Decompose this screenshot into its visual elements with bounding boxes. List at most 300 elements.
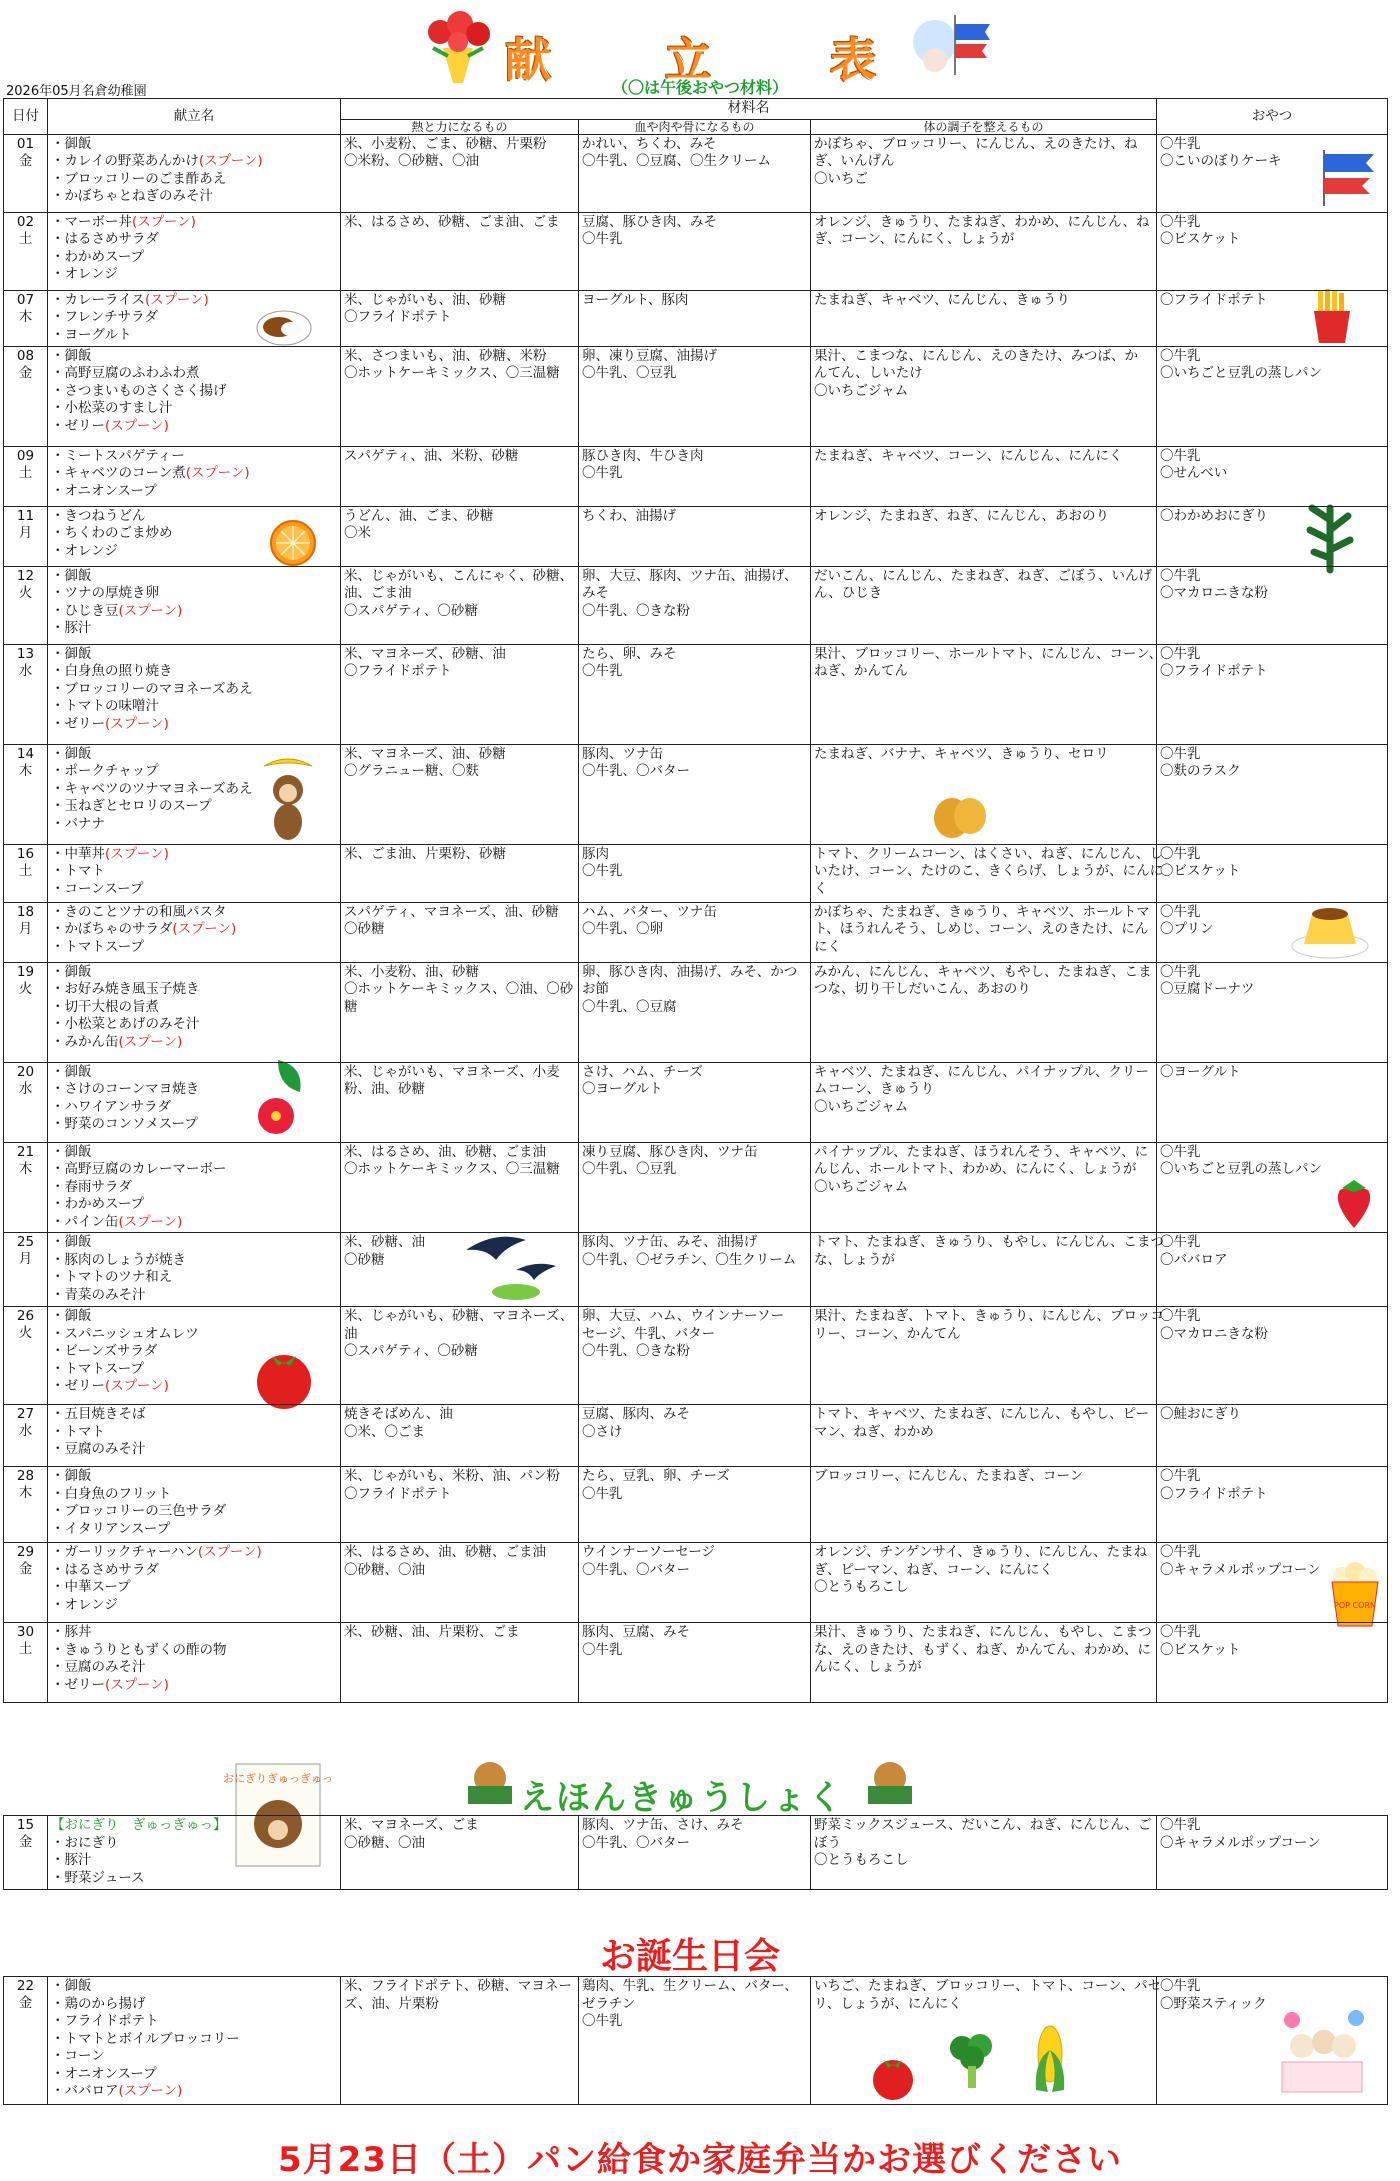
menu-cell-line: ・小松菜のすまし汁 [51, 400, 173, 416]
table-row [4, 1816, 1388, 1890]
snack-cell-line: 〇フライドポテト [1160, 663, 1268, 679]
body-cell-line: リ、しょうが、にんにく [814, 1995, 962, 2012]
day-number: 07 [16, 291, 35, 308]
menu-cell-line: ・トマト [51, 1423, 105, 1440]
energy-cell-line: 米、はるさめ、油、砂糖、ごま油 [344, 1143, 546, 1160]
menu-cell-line: ・玉ねぎとセロリのスープ [51, 798, 212, 814]
notice-banner: 5月23日（土）パン給食か家庭弁当かお選びください [278, 2140, 1122, 2180]
energy-cell-line: 米、さつまいも、油、砂糖、米粉 [344, 347, 547, 364]
blood-cell [579, 1405, 811, 1467]
menu-cell-line [51, 153, 337, 171]
menu-cell-line [51, 603, 337, 621]
energy-cell-line: 〇砂糖、〇油 [344, 1834, 425, 1851]
menu-cell-line: ・御飯 [51, 1308, 92, 1324]
spoon-note: (スプーン) [197, 1544, 262, 1560]
table-row [4, 844, 1388, 902]
menu-cell-line: ・御飯 [51, 1063, 92, 1080]
table-row [4, 1623, 1388, 1703]
blood-cell-line: 〇さけ [582, 1423, 623, 1440]
blood-cell-line: 〇牛乳、〇豆腐、〇生クリーム [582, 153, 771, 169]
energy-cell [341, 1142, 579, 1233]
snack-cell-line: 〇いちごと豆乳の蒸しパン [1160, 1161, 1323, 1177]
menu-cell [48, 446, 341, 506]
menu-cell-line: ・ミートスパゲティー [51, 447, 185, 464]
menu-cell-line: ・コーン [51, 2048, 105, 2064]
body-cell-line: トマト、キャベツ、たまねぎ、にんじん、もやし、ピー [814, 1406, 1150, 1422]
ehon-table [3, 1815, 1388, 1890]
table-row [4, 134, 1388, 212]
day-number: 01 [16, 135, 35, 152]
body-cell [811, 1623, 1157, 1703]
menu-cell-line [51, 1378, 337, 1396]
menu-cell-line: ・小松菜とあげのみそ汁 [51, 1016, 200, 1032]
menu-cell-line: ・トマトのツナ和え [51, 1269, 173, 1285]
spoon-note: (スプーン) [144, 291, 209, 308]
blood-cell-line: かれい、ちくわ、みそ [582, 135, 717, 152]
weekday: 月 [18, 1251, 33, 1267]
snack-cell [1157, 346, 1388, 446]
menu-cell-line: ・ビーンズサラダ [51, 1343, 158, 1359]
energy-cell-line: 粉、油、砂糖 [344, 1081, 425, 1097]
energy-cell [341, 744, 579, 844]
menu-cell [48, 1233, 341, 1307]
menu-cell-line: ・おにぎり [51, 1834, 119, 1851]
body-cell-line: いちご、たまねぎ、ブロッコリー、トマト、コーン、パセ [814, 1978, 1162, 1994]
table-row [4, 1467, 1388, 1543]
blood-cell-line: 卵、大豆、ハム、ウインナーソー [582, 1308, 784, 1324]
spoon-note: (スプーン) [118, 602, 183, 619]
body-cell-line: オレンジ、たまねぎ、ねぎ、にんじん、あおのり [814, 507, 1109, 524]
energy-cell-line: 〇米、〇ごま [344, 1423, 425, 1440]
day-number: 12 [16, 567, 35, 584]
energy-cell-line: 糖 [344, 998, 358, 1015]
body-cell [811, 744, 1157, 844]
menu-cell-line: ・スパニッシュオムレツ [51, 1325, 199, 1342]
weekday: 木 [18, 1485, 33, 1501]
day-number: 15 [16, 1817, 35, 1833]
blood-cell [579, 1543, 811, 1623]
snack-cell-line: 〇麩のラスク [1160, 763, 1241, 779]
date-cell [4, 844, 48, 902]
blood-cell-line: 〇牛乳、〇豆腐 [582, 998, 677, 1015]
menu-cell-line: ・御飯 [51, 347, 92, 364]
blood-cell-line: 豚肉、豆腐、みそ [582, 1624, 690, 1640]
table-row [4, 1543, 1388, 1623]
menu-cell-line: ・御飯 [51, 567, 92, 584]
blood-cell-line: 〇牛乳、〇バター [582, 763, 690, 779]
spoon-note: (スプーン) [185, 465, 250, 481]
blood-cell-line: 〇牛乳 [582, 231, 623, 247]
body-cell-line: オレンジ、チンゲンサイ、きゅうり、にんじん、たまね [814, 1544, 1148, 1560]
snack-cell-line: 〇鮭おにぎり [1160, 1406, 1242, 1422]
blood-cell-line: セージ、牛乳、バター [582, 1325, 716, 1342]
snack-cell-line: 〇牛乳 [1160, 1624, 1201, 1640]
menu-cell-line: ・白身魚のフリット [51, 1485, 172, 1502]
menu-cell-line: ・お好み焼き風玉子焼き [51, 981, 200, 997]
snack-cell-line: 〇牛乳 [1160, 845, 1201, 862]
energy-cell-line: 米、フライドポテト、砂糖、マヨネー [344, 1978, 572, 1994]
energy-cell-line: 米、じゃがいも、砂糖、マヨネーズ、 [344, 1308, 574, 1324]
blood-cell [579, 962, 811, 1062]
blood-cell [579, 744, 811, 844]
menu-cell-line [51, 716, 337, 734]
blood-cell [579, 1142, 811, 1233]
blood-cell [579, 134, 811, 212]
menu-cell-line: ・きのことツナの和風パスタ [51, 903, 227, 920]
koinobori-bunny-icon [905, 10, 995, 80]
energy-cell-line: 米、マヨネーズ、ごま [344, 1817, 479, 1833]
weekday: 金 [18, 152, 33, 169]
energy-cell-line: 米、小麦粉、ごま、砂糖、片栗粉 [344, 135, 547, 152]
body-cell [811, 962, 1157, 1062]
blood-cell [579, 1977, 811, 2105]
body-cell-line: たまねぎ、バナナ、キャベツ、きゅうり、セロリ [814, 745, 1109, 762]
body-cell [811, 644, 1163, 744]
day-number: 18 [16, 903, 35, 920]
menu-item-name: ・みかん缶 [51, 1033, 119, 1050]
date-cell [4, 1623, 48, 1703]
menu-cell-line: ・ハワイアンサラダ [51, 1098, 172, 1115]
body-cell-line: リー、コーン、かんてん [814, 1325, 961, 1342]
snack-cell-line: 〇牛乳 [1160, 963, 1201, 980]
day-number: 21 [16, 1143, 35, 1160]
body-cell-line: 果汁、きゅうり、たまねぎ、にんじん、もやし、こまつ [814, 1624, 1152, 1640]
menu-cell-line: ・トマトの味噌汁 [51, 698, 159, 714]
body-cell [811, 506, 1157, 566]
menu-cell-line: ・きつねうどん [51, 507, 146, 524]
weekday: 月 [18, 920, 33, 937]
snack-cell-line: 〇牛乳 [1160, 1308, 1201, 1324]
menu-cell-line: ・フレンチサラダ [51, 309, 158, 325]
blood-cell-line: 〇牛乳 [582, 2013, 623, 2029]
body-cell-line: ぎ、ピーマン、ねぎ、コーン、にんにく [814, 1561, 1053, 1578]
menu-item-name: ・中華丼 [51, 845, 105, 862]
menu-cell-line: ・ヨーグルト [51, 326, 132, 343]
header-body: 体の調子を整えるもの [811, 119, 1157, 134]
table-row [4, 1142, 1388, 1233]
body-cell-line: ぼう [814, 1834, 841, 1851]
menu-item-name: ・かぼちゃのサラダ [51, 921, 173, 937]
blood-cell-line: 豚肉、ツナ缶、さけ、みそ [582, 1817, 744, 1833]
snack-cell [1157, 446, 1388, 506]
date-cell [4, 1142, 48, 1233]
popcorn-label: POP CORN [1334, 1601, 1376, 1610]
energy-cell [341, 1467, 579, 1543]
spoon-note: (スプーン) [105, 1378, 169, 1394]
blood-cell-line: 豆腐、豚肉、みそ [582, 1406, 690, 1422]
snack-cell [1157, 1623, 1388, 1703]
date-cell [4, 744, 48, 844]
body-cell [811, 1816, 1157, 1890]
snack-cell-line: 〇わかめおにぎり [1160, 507, 1269, 524]
body-cell-line: んじん、ホールトマト、わかめ、にんにく、しょうが [814, 1161, 1137, 1177]
energy-cell [341, 844, 579, 902]
snack-cell-line: 〇牛乳 [1160, 347, 1201, 364]
menu-cell-line: ・オレンジ [51, 1596, 118, 1613]
menu-cell-line: ・御飯 [51, 963, 92, 980]
day-number: 25 [16, 1234, 35, 1250]
menu-item-name: ・パイン缶 [51, 1213, 119, 1230]
energy-cell-line: 〇ホットケーキミックス、〇油、〇砂 [344, 981, 574, 997]
snack-cell-line: 〇牛乳 [1160, 1978, 1201, 1994]
menu-cell-line [51, 1214, 337, 1232]
snack-cell-line: 〇豆腐ドーナツ [1160, 981, 1255, 997]
snack-cell-line: 〇野菜スティック [1160, 1995, 1267, 2012]
table-row [4, 1062, 1388, 1142]
energy-cell [341, 346, 579, 446]
blood-cell-line: 豚肉 [582, 845, 609, 862]
body-cell-line: 野菜ミックスジュース、だいこん、ねぎ、にんじん、ご [814, 1817, 1152, 1833]
weekday: 火 [18, 1325, 33, 1341]
energy-cell-line: 〇グラニュー糖、〇麩 [344, 763, 479, 779]
date-cell [4, 1543, 48, 1623]
menu-cell-line: 【おにぎり ぎゅっぎゅっ】 [51, 1817, 227, 1833]
menu-cell-line: ・高野豆腐のカレーマーボー [51, 1161, 227, 1177]
spoon-note: (スプーン) [118, 2083, 183, 2099]
date-cell [4, 1977, 48, 2105]
day-number: 02 [16, 213, 35, 230]
menu-cell-line: ・切干大根の旨煮 [51, 998, 159, 1015]
book-title: おにぎりぎゅっぎゅっ [223, 1772, 333, 1785]
menu-cell [48, 1623, 341, 1703]
energy-cell [341, 134, 579, 212]
menu-cell-line [51, 465, 337, 483]
weekday: 火 [18, 584, 33, 601]
snack-cell-line: 〇ヨーグルト [1160, 1063, 1241, 1080]
menu-cell [48, 290, 341, 346]
table-row [4, 644, 1388, 744]
menu-cell-line: ・御飯 [51, 135, 92, 152]
title-char-2: 立 [665, 33, 711, 87]
blood-cell-line: ゼラチン [582, 1995, 636, 2012]
snack-cell-line: 〇牛乳 [1160, 1468, 1201, 1484]
energy-cell-line: 油 [344, 1325, 358, 1342]
body-cell [811, 844, 1164, 902]
menu-table [3, 98, 1388, 1703]
menu-cell-line: ・コーンスープ [51, 880, 144, 897]
body-cell-line: かぼちゃ、ブロッコリー、にんじん、えのきたけ、ね [814, 135, 1138, 152]
header-energy: 熱と力になるもの [341, 119, 579, 134]
blood-cell-line: 〇牛乳、〇豆乳 [582, 1161, 677, 1177]
blood-cell [579, 446, 811, 506]
body-cell-line: キャベツ、たまねぎ、にんじん、パイナップル、クリー [814, 1063, 1149, 1080]
weekday: 月 [18, 524, 33, 541]
energy-cell [341, 1062, 579, 1142]
menu-cell [48, 644, 341, 744]
menu-item-name: ・ゼリー [51, 417, 105, 434]
body-cell [811, 290, 1157, 346]
date-cell [4, 290, 48, 346]
energy-cell [341, 566, 579, 644]
menu-cell [48, 1816, 341, 1890]
weekday: 土 [18, 464, 33, 481]
body-cell [811, 1307, 1164, 1405]
weekday: 木 [18, 762, 33, 779]
menu-cell-line [51, 292, 337, 310]
snack-cell-line: 〇牛乳 [1160, 1234, 1201, 1250]
menu-cell-line: ・さつまいものさくさく揚げ [51, 382, 227, 399]
snack-cell [1157, 744, 1388, 844]
menu-cell-line: ・ブロッコリーのごま酢あえ [51, 170, 227, 187]
blood-cell [579, 290, 811, 346]
day-number: 11 [16, 507, 35, 524]
menu-cell [48, 346, 341, 446]
day-number: 08 [16, 347, 35, 364]
snack-cell-line: 〇ビスケット [1160, 1641, 1241, 1658]
menu-cell-line: ・ツナの厚焼き卵 [51, 585, 159, 601]
blood-cell [579, 212, 811, 290]
energy-cell-line: スパゲティ、油、米粉、砂糖 [344, 447, 519, 464]
body-cell [811, 346, 1157, 446]
day-number: 30 [16, 1624, 35, 1640]
date-cell [4, 1816, 48, 1890]
body-cell [811, 1233, 1165, 1307]
snack-cell-line: 〇キャラメルポップコーン [1160, 1834, 1321, 1851]
menu-cell [48, 134, 341, 212]
body-cell-line: んにく、しょうが [814, 1659, 922, 1675]
menu-cell-line: ・バナナ [51, 815, 105, 832]
blood-cell-line: 〇牛乳 [582, 465, 623, 481]
snack-cell-line: 〇マカロニきな粉 [1160, 585, 1269, 601]
menu-cell [48, 212, 341, 290]
blood-cell-line: みそ [582, 585, 609, 601]
menu-cell-line [51, 418, 337, 436]
snack-cell-line: 〇マカロニきな粉 [1160, 1325, 1269, 1342]
blood-cell-line: 〇牛乳 [582, 1485, 623, 1502]
menu-item-name: ・カレイの野菜あんかけ [51, 153, 199, 169]
energy-cell-line: 〇スパゲティ、〇砂糖 [344, 602, 478, 619]
body-cell [811, 1543, 1157, 1623]
body-cell-line: トマト、クリームコーン、はくさい、ねぎ、にんじん、し [814, 845, 1163, 862]
energy-cell-line: 〇ホットケーキミックス、〇三温糖 [344, 1161, 560, 1177]
table-row [4, 212, 1388, 290]
snack-cell [1157, 644, 1388, 744]
title-char-1: 献 [505, 33, 551, 87]
snack-cell-line: 〇牛乳 [1160, 903, 1201, 920]
weekday: 木 [18, 308, 33, 325]
spoon-note: (スプーン) [105, 715, 169, 732]
table-row [4, 1233, 1388, 1307]
body-cell-line: ん、ひじき [814, 585, 883, 601]
snack-cell-line: 〇フライドポテト [1160, 291, 1268, 308]
body-cell-line: 〇とうもろこし [814, 1579, 909, 1595]
snack-cell-line: 〇プリン [1160, 921, 1214, 937]
weekday: 水 [18, 1423, 33, 1439]
date-cell [4, 446, 48, 506]
energy-cell-line: 〇フライドポテト [344, 663, 452, 679]
blood-cell-line: 卵、大豆、豚肉、ツナ缶、油揚げ、 [582, 567, 798, 584]
menu-cell-line: ・はるさめサラダ [51, 1561, 159, 1578]
menu-cell-line: ・五目焼きそば [51, 1406, 146, 1422]
menu-cell [48, 962, 341, 1062]
energy-cell-line: 米、砂糖、油、片栗粉、ごま [344, 1624, 520, 1640]
blood-cell-line: 〇牛乳、〇豆乳 [582, 365, 677, 381]
blood-cell-line: 卵、豚ひき肉、油揚げ、みそ、かつ [582, 963, 798, 980]
snack-cell [1157, 1543, 1388, 1623]
spoon-note: (スプーン) [172, 921, 237, 937]
blood-cell-line: 〇ヨーグルト [582, 1081, 663, 1097]
menu-cell-line: ・ブロッコリーの三色サラダ [51, 1503, 227, 1519]
energy-cell [341, 1405, 579, 1467]
menu-cell-line [51, 921, 337, 939]
energy-cell [341, 212, 579, 290]
body-cell [811, 902, 1157, 962]
body-cell-line: 果汁、こまつな、にんじん、えのきたけ、みつば、か [814, 347, 1138, 364]
menu-cell-line: ・豆腐のみそ汁 [51, 1441, 146, 1457]
energy-cell-line: 〇砂糖、〇油 [344, 1561, 425, 1578]
table-row [4, 1405, 1388, 1467]
body-cell-line: みかん、にんじん、キャベツ、もやし、たまねぎ、こま [814, 963, 1152, 980]
menu-item-name: ・カレーライス [51, 291, 145, 308]
body-cell-line: マン、ねぎ、わかめ [814, 1423, 934, 1440]
energy-cell-line: 米、ごま油、片栗粉、砂糖 [344, 845, 506, 862]
blood-cell-line: ヨーグルト、豚肉 [582, 291, 689, 308]
day-number: 13 [16, 645, 35, 662]
snack-cell-line: 〇ババロア [1160, 1251, 1228, 1268]
day-number: 20 [16, 1063, 35, 1080]
energy-cell-line: 〇フライドポテト [344, 1485, 452, 1502]
menu-cell-line: ・キャベツのツナマヨネーズあえ [51, 780, 253, 797]
menu-cell [48, 566, 341, 644]
body-cell-line: 〇とうもろこし [814, 1852, 909, 1868]
energy-cell [341, 290, 579, 346]
blood-cell-line: たら、豆乳、卵、チーズ [582, 1468, 730, 1484]
blood-cell [579, 1307, 811, 1405]
menu-cell-line: ・はるさめサラダ [51, 231, 159, 247]
menu-cell-line: ・野菜ジュース [51, 1869, 145, 1886]
blood-cell [579, 844, 811, 902]
snack-cell-line: 〇ビスケット [1160, 231, 1241, 247]
body-cell-line: 〇いちごジャム [814, 1098, 909, 1115]
body-cell-line: ねぎ、かんてん [814, 663, 908, 679]
menu-cell-line: ・高野豆腐のふわふわ煮 [51, 365, 200, 381]
body-cell-line: いたけ、コーン、たけのこ、きくらげ、しょうが、にんに [814, 863, 1164, 879]
snack-cell-line: 〇牛乳 [1160, 1544, 1201, 1560]
table-row [4, 506, 1388, 566]
menu-cell-line: ・きゅうりともずくの酢の物 [51, 1641, 227, 1658]
menu-cell-line [51, 846, 337, 864]
body-cell-line: パイナップル、たまねぎ、ほうれんそう、キャベツ、に [814, 1143, 1149, 1160]
snack-cell [1157, 902, 1388, 962]
day-number: 28 [16, 1468, 35, 1484]
menu-cell-line: ・御飯 [51, 1468, 92, 1484]
weekday: 水 [18, 1080, 33, 1097]
snack-cell-line: 〇ビスケット [1160, 863, 1241, 879]
menu-cell-line: ・豚汁 [51, 1852, 92, 1868]
snack-cell-line: 〇いちごと豆乳の蒸しパン [1160, 365, 1323, 381]
birthday-heading-area [0, 1928, 1400, 1977]
menu-cell [48, 902, 341, 962]
blood-cell-line: 〇牛乳 [582, 663, 623, 679]
header-snack: おやつ [1157, 99, 1388, 135]
blood-cell-line: 凍り豆腐、豚ひき肉、ツナ缶 [582, 1143, 758, 1160]
body-cell-line: んてん、しいたけ [814, 365, 923, 381]
menu-item-name: ・ゼリー [51, 715, 105, 732]
body-cell [811, 446, 1157, 506]
body-cell [811, 1977, 1162, 2105]
body-cell [811, 1142, 1157, 1233]
body-cell-line: 〇いちごジャム [814, 1178, 909, 1195]
body-cell-line: ぎ、コーン、にんにく、しょうが [814, 231, 1015, 247]
menu-cell [48, 1307, 341, 1405]
body-cell-line: く [814, 880, 828, 897]
snack-cell [1157, 1977, 1388, 2105]
snack-cell-line: 〇牛乳 [1160, 745, 1201, 762]
blood-cell-line: 豆腐、豚ひき肉、みそ [582, 213, 717, 230]
snack-cell-line: 〇牛乳 [1160, 567, 1201, 584]
energy-cell-line: 米、砂糖、油 [344, 1234, 425, 1250]
menu-item-name: ・マーボー丼 [51, 213, 132, 230]
